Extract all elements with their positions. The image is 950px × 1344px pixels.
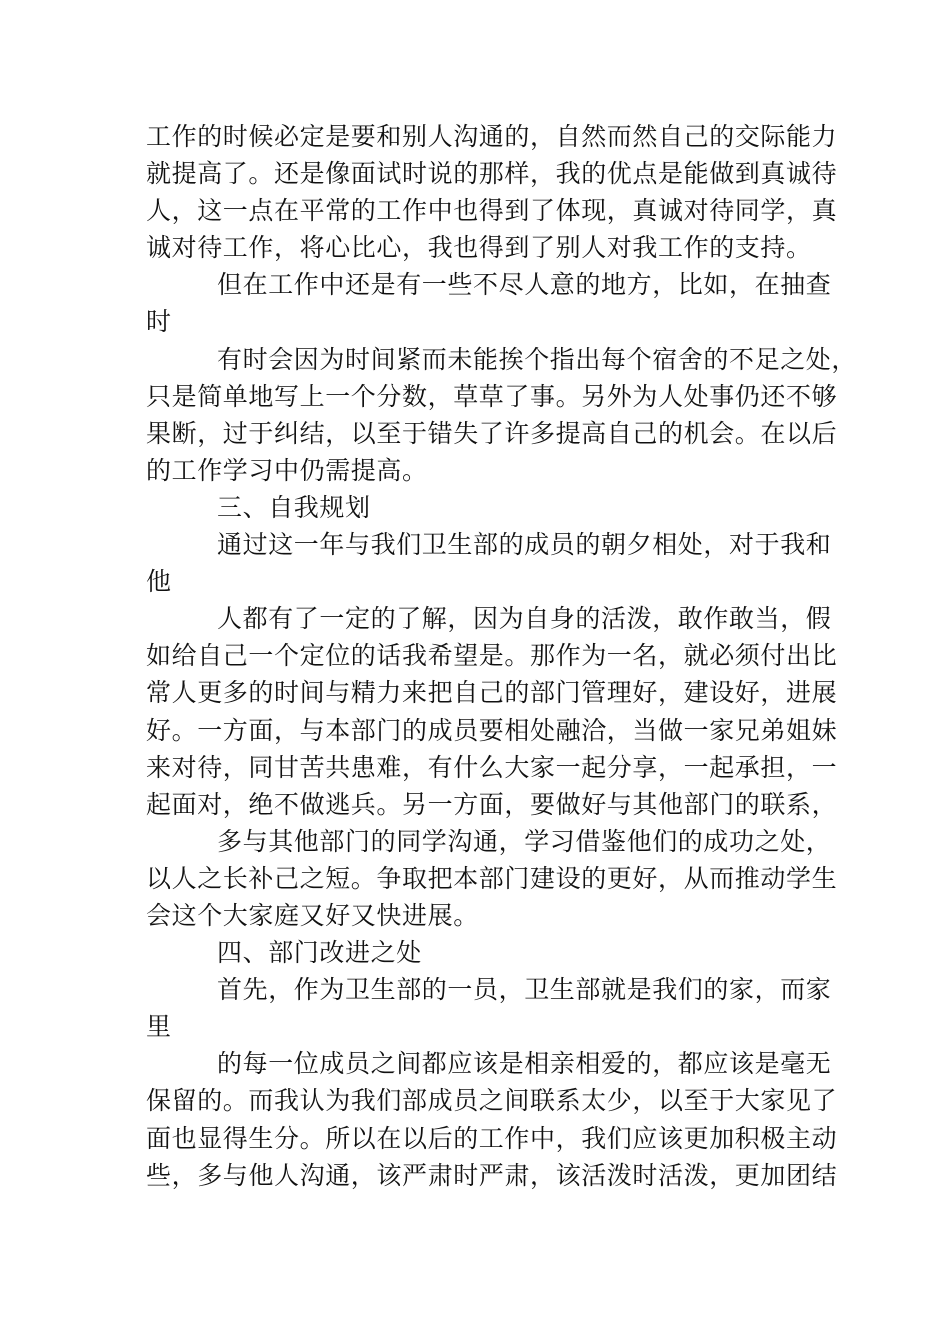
paragraph-start-line: 通过这一年与我们卫生部的成员的朝夕相处，对于我和	[217, 530, 832, 560]
text-line: 的工作学习中仍需提高。	[146, 455, 428, 485]
text-line: 会这个大家庭又好又快进展。	[146, 900, 479, 930]
text-line: 常人更多的时间与精力来把自己的部门管理好，建设好，进展	[146, 678, 838, 708]
paragraph-start-line: 但在工作中还是有一些不尽人意的地方，比如，在抽查	[217, 270, 832, 300]
text-line: 人，这一点在平常的工作中也得到了体现，真诚对待同学，真	[146, 196, 838, 226]
text-line: 诚对待工作，将心比心，我也得到了别人对我工作的支持。	[146, 233, 812, 263]
paragraph-start-line: 首先，作为卫生部的一员，卫生部就是我们的家，而家	[217, 975, 832, 1005]
paragraph-start-line: 有时会因为时间紧而未能挨个指出每个宿舍的不足之处，	[217, 344, 858, 374]
text-line: 保留的。而我认为我们部成员之间联系太少，以至于大家见了	[146, 1086, 838, 1116]
paragraph-start-line: 多与其他部门的同学沟通，学习借鉴他们的成功之处，	[217, 826, 832, 856]
text-line: 就提高了。还是像面试时说的那样，我的优点是能做到真诚待	[146, 159, 838, 189]
text-line: 好。一方面，与本部门的成员要相处融洽，当做一家兄弟姐妹	[146, 715, 838, 745]
text-line: 起面对，绝不做逃兵。另一方面，要做好与其他部门的联系，	[146, 789, 838, 819]
paragraph-start-line: 人都有了一定的了解，因为自身的活泼，敢作敢当，假	[217, 604, 832, 634]
text-line: 如给自己一个定位的话我希望是。那作为一名，就必须付出比	[146, 641, 838, 671]
text-line: 面也显得生分。所以在以后的工作中，我们应该更加积极主动	[146, 1123, 838, 1153]
text-line: 只是简单地写上一个分数，草草了事。另外为人处事仍还不够	[146, 381, 838, 411]
text-line: 时	[146, 307, 172, 337]
text-line: 他	[146, 567, 172, 597]
paragraph-start-line: 的每一位成员之间都应该是相亲相爱的，都应该是毫无	[217, 1049, 832, 1079]
text-line: 以人之长补己之短。争取把本部门建设的更好，从而推动学生	[146, 863, 838, 893]
text-line: 里	[146, 1012, 172, 1042]
section-heading: 三、自我规划	[217, 492, 371, 522]
text-line: 来对待，同甘苦共患难，有什么大家一起分享，一起承担，一	[146, 752, 838, 782]
text-line: 些，多与他人沟通，该严肃时严肃，该活泼时活泼，更加团结	[146, 1160, 838, 1190]
text-line: 果断，过于纠结，以至于错失了许多提高自己的机会。在以后	[146, 418, 838, 448]
text-line: 工作的时候必定是要和别人沟通的，自然而然自己的交际能力	[146, 122, 838, 151]
body-text	[146, 118, 858, 1194]
section-heading: 四、部门改进之处	[217, 938, 422, 968]
